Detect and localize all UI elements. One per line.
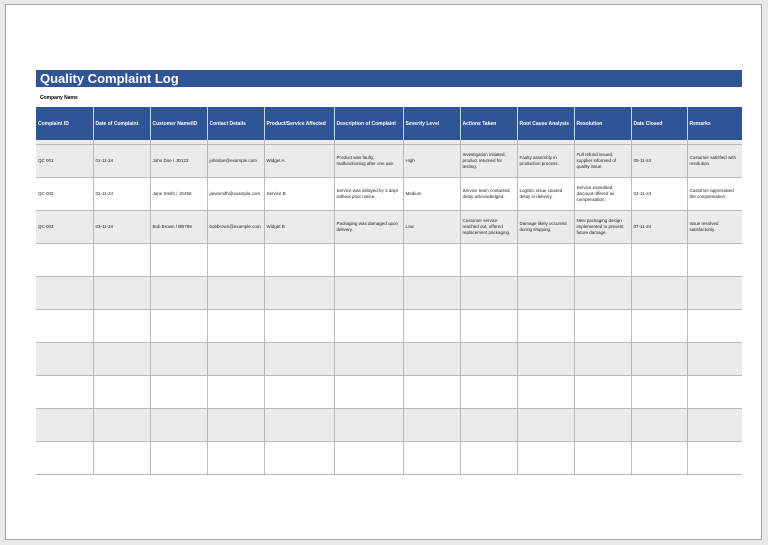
table-cell[interactable]: Investigation initiated, product returned for testing. [460,145,517,178]
table-cell[interactable] [574,442,631,475]
table-cell[interactable] [334,244,403,277]
table-cell[interactable]: 02-11-24 [93,178,150,211]
table-row [36,277,742,310]
table-cell[interactable]: Low [403,211,460,244]
table-cell[interactable] [687,244,742,277]
table-cell[interactable]: High [403,145,460,178]
table-cell[interactable]: Full refund issued, supplier informed of quality issue. [574,145,631,178]
table-cell[interactable] [403,343,460,376]
header-root-cause[interactable]: Root Cause Analysis [517,107,574,140]
table-cell[interactable] [517,244,574,277]
table-cell[interactable] [264,442,334,475]
table-cell[interactable] [264,376,334,409]
table-cell[interactable]: Packaging was damaged upon delivery. [334,211,403,244]
table-cell[interactable]: QC 001 [36,145,93,178]
table-cell[interactable]: 04-11-24 [631,178,687,211]
table-cell[interactable] [687,409,742,442]
table-cell[interactable] [631,310,687,343]
table-cell[interactable] [93,244,150,277]
table-cell[interactable] [264,409,334,442]
header-customer-name-id[interactable]: Customer Name/ID [150,107,207,140]
table-cell[interactable]: Product was faulty, malfunctioning after one use. [334,145,403,178]
table-cell[interactable]: Customer service reached out, offered replacement packaging. [460,211,517,244]
table-cell[interactable] [517,409,574,442]
table-cell[interactable] [36,244,93,277]
table-cell[interactable] [150,277,207,310]
table-cell[interactable]: Widget B [264,211,334,244]
table-cell[interactable]: Service team contacted, delay acknowledged. [460,178,517,211]
table-cell[interactable] [264,277,334,310]
table-cell[interactable] [687,343,742,376]
table-cell[interactable] [574,409,631,442]
table-cell[interactable] [631,442,687,475]
table-cell[interactable]: Jane Smith / JS456 [150,178,207,211]
table-cell[interactable]: Service expedited, discount offered as compensation. [574,178,631,211]
header-product-service[interactable]: Product/Service Affected [264,107,334,140]
table-cell[interactable]: John Doe / JD123 [150,145,207,178]
table-cell[interactable] [334,277,403,310]
table-cell[interactable] [460,343,517,376]
table-cell[interactable] [207,277,264,310]
table-cell[interactable] [36,376,93,409]
table-cell[interactable] [207,343,264,376]
table-cell[interactable] [403,310,460,343]
table-cell[interactable] [403,442,460,475]
table-cell[interactable]: johndoe@example.com [207,145,264,178]
table-cell[interactable]: Bob Brown / BB789 [150,211,207,244]
log-body [36,140,742,475]
table-cell[interactable] [207,310,264,343]
table-cell[interactable] [93,442,150,475]
table-cell[interactable] [403,376,460,409]
table-cell[interactable] [334,409,403,442]
table-cell[interactable] [93,409,150,442]
table-cell[interactable] [36,442,93,475]
header-severity-level[interactable]: Severity Level [403,107,460,140]
table-cell[interactable]: QC 002 [36,178,93,211]
table-cell[interactable]: Faulty assembly in production process. [517,145,574,178]
table-cell[interactable] [460,376,517,409]
header-resolution[interactable]: Resolution [574,107,631,140]
table-cell[interactable] [460,442,517,475]
table-cell[interactable] [150,310,207,343]
table-cell[interactable]: New packaging design implemented to prevent future damage. [574,211,631,244]
table-cell[interactable] [93,277,150,310]
table-cell[interactable] [150,442,207,475]
table-cell[interactable] [93,310,150,343]
company-name-label: Company Name [40,95,78,101]
table-cell[interactable] [687,277,742,310]
table-cell[interactable] [150,244,207,277]
table-cell[interactable]: 01-11-24 [93,145,150,178]
table-cell[interactable] [574,376,631,409]
table-cell[interactable] [207,442,264,475]
table-cell[interactable]: Medium [403,178,460,211]
table-cell[interactable] [264,343,334,376]
table-cell[interactable] [517,442,574,475]
table-cell[interactable] [460,244,517,277]
table-cell[interactable] [517,277,574,310]
header-contact-details[interactable]: Contact Details [207,107,264,140]
table-cell[interactable]: Damage likely occurred during shipping. [517,211,574,244]
table-row [36,211,742,244]
table-cell[interactable] [574,343,631,376]
table-cell[interactable]: Customer satisfied with resolution. [687,145,742,178]
table-cell[interactable]: bobbrown@example.com [207,211,264,244]
table-cell[interactable] [334,376,403,409]
table-row [36,178,742,211]
table-cell[interactable]: Service was delayed by 3 days without prior notice. [334,178,403,211]
table-cell[interactable] [517,376,574,409]
header-date-of-complaint[interactable]: Date of Complaint [93,107,150,140]
table-row [36,244,742,277]
table-cell[interactable] [631,244,687,277]
table-cell[interactable] [631,277,687,310]
log-title: Quality Complaint Log [36,70,742,87]
table-cell[interactable]: 03-11-24 [93,211,150,244]
table-cell[interactable] [517,343,574,376]
complaint-log-table [36,107,742,475]
table-cell[interactable]: 07-11-24 [631,211,687,244]
table-cell[interactable]: Issue resolved satisfactorily. [687,211,742,244]
table-cell[interactable] [403,244,460,277]
header-complaint-id[interactable]: Complaint ID [36,107,93,140]
table-cell[interactable] [631,409,687,442]
table-cell[interactable] [93,376,150,409]
table-cell[interactable] [207,376,264,409]
table-cell[interactable]: Logistic issue caused delay in delivery. [517,178,574,211]
table-cell[interactable] [403,277,460,310]
table-cell[interactable] [460,277,517,310]
header-row [36,107,742,140]
table-cell[interactable] [517,310,574,343]
table-row [36,145,742,178]
table-cell[interactable] [36,277,93,310]
table-cell[interactable] [93,343,150,376]
table-cell[interactable] [687,310,742,343]
table-row [36,376,742,409]
table-cell[interactable] [150,343,207,376]
table-cell[interactable] [631,343,687,376]
table-cell[interactable] [460,310,517,343]
table-cell[interactable] [264,244,334,277]
table-row [36,310,742,343]
table-cell[interactable] [631,376,687,409]
table-cell[interactable] [687,442,742,475]
table-cell[interactable] [36,409,93,442]
table-cell[interactable]: janesmith@example.com [207,178,264,211]
table-cell[interactable] [334,310,403,343]
table-cell[interactable] [574,310,631,343]
table-cell[interactable]: Service B [264,178,334,211]
table-cell[interactable] [36,310,93,343]
table-cell[interactable]: 05-11-24 [631,145,687,178]
table-row [36,442,742,475]
table-cell[interactable] [150,409,207,442]
table-cell[interactable]: Widget A [264,145,334,178]
table-cell[interactable] [334,442,403,475]
table-cell[interactable] [207,244,264,277]
table-cell[interactable] [403,409,460,442]
header-remarks[interactable]: Remarks [687,107,742,140]
table-cell[interactable] [36,343,93,376]
header-actions-taken[interactable]: Actions Taken [460,107,517,140]
table-row [36,343,742,376]
table-cell[interactable] [687,376,742,409]
table-cell[interactable] [574,244,631,277]
table-cell[interactable] [207,409,264,442]
header-description[interactable]: Description of Complaint [334,107,403,140]
table-cell[interactable]: QC 003 [36,211,93,244]
table-cell[interactable] [150,376,207,409]
table-row [36,409,742,442]
table-cell[interactable] [460,409,517,442]
table-cell[interactable]: Customer appreciated the compensation. [687,178,742,211]
table-cell[interactable] [334,343,403,376]
header-date-closed[interactable]: Date Closed [631,107,687,140]
table-cell[interactable] [574,277,631,310]
table-cell[interactable] [264,310,334,343]
